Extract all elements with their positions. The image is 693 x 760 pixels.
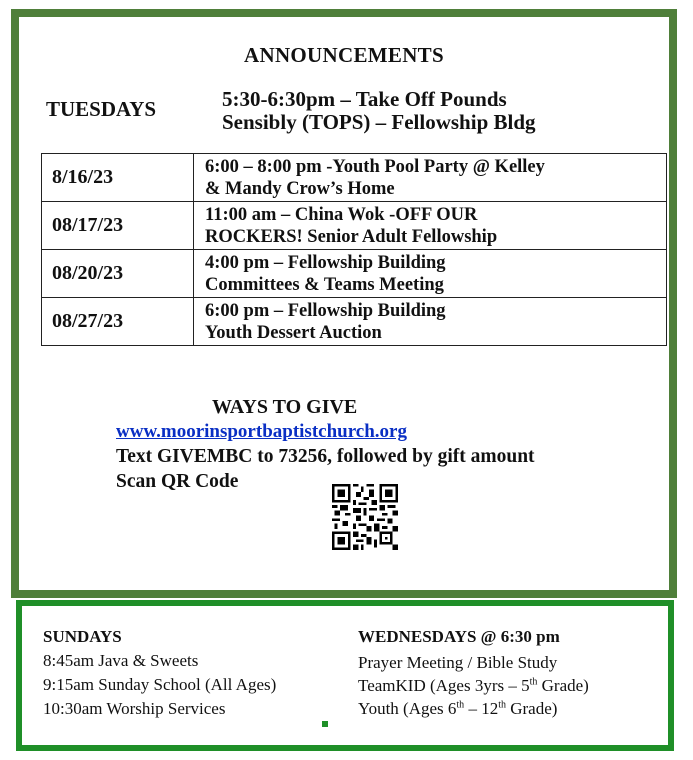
sundays-list	[43, 649, 276, 721]
item-text: – 12	[464, 699, 499, 718]
ordinal-suffix: th	[456, 699, 465, 711]
event-row	[42, 202, 667, 250]
item-text: Grade)	[505, 699, 558, 718]
sundays-heading: SUNDAYS	[43, 627, 122, 646]
list-item: Prayer Meeting / Bible Study	[358, 653, 558, 672]
tuesdays-event-line2: Sensibly (TOPS) – Fellowship Bldg	[222, 110, 536, 134]
event-description	[194, 202, 667, 250]
weekly-schedule-panel	[16, 600, 674, 751]
list-item	[358, 697, 589, 720]
event-description-line2: Committees & Teams Meeting	[205, 274, 444, 295]
event-row	[42, 298, 667, 346]
list-item	[358, 674, 589, 697]
list-item: 8:45am Java & Sweets	[43, 651, 199, 670]
item-text: Youth (Ages 6	[358, 699, 457, 718]
event-row	[42, 154, 667, 202]
tuesdays-event-line1: 5:30-6:30pm – Take Off Pounds	[222, 87, 507, 111]
item-text: TeamKID (Ages 3yrs – 5	[358, 676, 530, 695]
event-date: 8/16/23	[42, 154, 194, 202]
event-description	[194, 298, 667, 346]
ordinal-suffix: th	[529, 676, 538, 688]
item-text: Grade)	[537, 676, 589, 695]
event-date: 08/20/23	[42, 250, 194, 298]
event-description-line1: 6:00 pm – Fellowship Building	[205, 300, 446, 321]
text-to-give-line: Text GIVEMBC to 73256, followed by gift amount	[116, 446, 535, 467]
event-date: 08/27/23	[42, 298, 194, 346]
event-description-line2: ROCKERS! Senior Adult Fellowship	[205, 226, 498, 247]
ways-to-give-title: WAYS TO GIVE	[212, 396, 358, 418]
decorative-dot	[322, 721, 328, 727]
scan-qr-label: Scan QR Code	[116, 471, 239, 492]
tuesdays-event	[222, 88, 662, 134]
event-description-line1: 4:00 pm – Fellowship Building	[205, 252, 446, 273]
event-description-line1: 6:00 – 8:00 pm -Youth Pool Party @ Kelley	[205, 156, 545, 177]
announcements-panel	[11, 9, 677, 598]
event-row	[42, 250, 667, 298]
tuesdays-label: TUESDAYS	[46, 97, 157, 121]
event-description	[194, 154, 667, 202]
wednesdays-list	[358, 651, 589, 720]
church-website-link[interactable]: www.moorinsportbaptistchurch.org	[116, 421, 407, 442]
event-date: 08/17/23	[42, 202, 194, 250]
qr-code-icon[interactable]	[330, 484, 400, 550]
event-description	[194, 250, 667, 298]
event-description-line2: Youth Dessert Auction	[205, 322, 382, 343]
wednesdays-heading: WEDNESDAYS @ 6:30 pm	[358, 627, 560, 646]
list-item: 9:15am Sunday School (All Ages)	[43, 675, 277, 694]
ordinal-suffix: th	[498, 699, 506, 711]
list-item: 10:30am Worship Services	[43, 699, 226, 718]
event-description-line1: 11:00 am – China Wok -OFF OUR	[205, 204, 478, 225]
event-description-line2: & Mandy Crow’s Home	[205, 178, 395, 199]
announcements-title: ANNOUNCEMENTS	[244, 43, 444, 67]
events-table	[41, 153, 667, 346]
